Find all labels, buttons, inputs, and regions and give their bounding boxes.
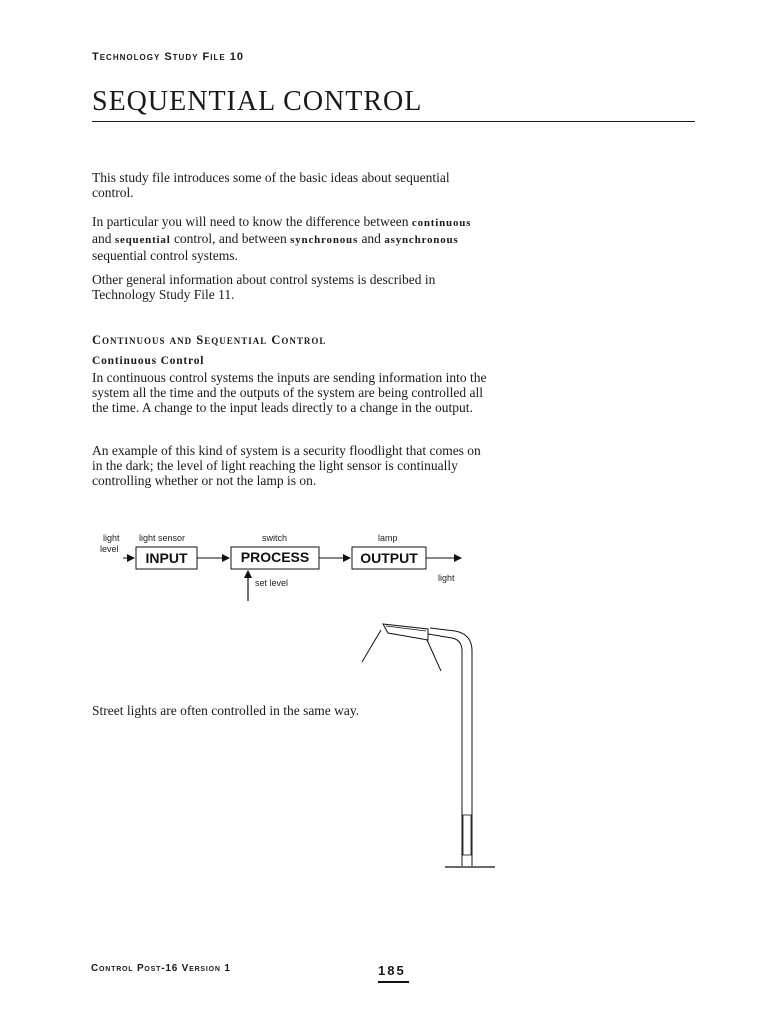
process-box-label: PROCESS: [240, 549, 310, 565]
switch-caption: switch: [262, 533, 288, 543]
input-label-line2: level: [100, 544, 119, 554]
floodlight-example-paragraph: An example of this kind of system is a security floodlight that comes on in the dark; the level of light reaching the light sensor is continually controlling whether or not the lamp is on.: [92, 443, 481, 488]
page-number: 185: [378, 963, 406, 978]
subsection-heading: Continuous Control: [92, 355, 205, 367]
intro-p2-text-4: and: [361, 231, 381, 246]
set-level-label: set level: [255, 578, 289, 588]
keyword-sequential: sequential: [114, 234, 171, 246]
page-number-rule: [378, 981, 409, 983]
intro-paragraph-1: This study file introduces some of the basic ideas about sequential control.: [92, 170, 450, 200]
keyword-synchronous: synchronous: [290, 234, 359, 246]
keyword-asynchronous: asynchronous: [384, 234, 459, 246]
street-light-illustration: [362, 624, 495, 867]
running-header: Technology Study File 10: [92, 51, 244, 63]
street-light-pole: [428, 634, 462, 866]
input-label-line1: light: [103, 533, 120, 543]
intro-p2-text-5: sequential control systems.: [92, 248, 238, 263]
continuous-control-paragraph: In continuous control systems the inputs are sending information into the system all the time and the outputs of the system are being controlled all the time. A change to the input leads directly to a change in the output.: [92, 370, 487, 415]
keyword-continuous: continuous: [411, 217, 472, 229]
lamp-caption: lamp: [378, 533, 398, 543]
section-heading: Continuous and Sequential Control: [92, 333, 327, 347]
page-title: SEQUENTIAL CONTROL: [92, 86, 423, 117]
light-sensor-caption: light sensor: [139, 533, 186, 543]
street-lights-paragraph: Street lights are often controlled in the same way.: [92, 703, 360, 718]
input-box-label: INPUT: [145, 550, 188, 566]
intro-paragraph-3: Other general information about control systems is described in Technology Study File 11.: [92, 272, 436, 302]
output-box-label: OUTPUT: [360, 550, 418, 566]
intro-p2-text-2: and: [92, 231, 112, 246]
intro-p2-text-1: In particular you will need to know the difference between: [92, 214, 409, 229]
footer-title: Control Post-16 Version 1: [91, 963, 231, 974]
output-light-label: light: [438, 573, 455, 583]
intro-p2-text-3: control, and between: [173, 231, 287, 246]
